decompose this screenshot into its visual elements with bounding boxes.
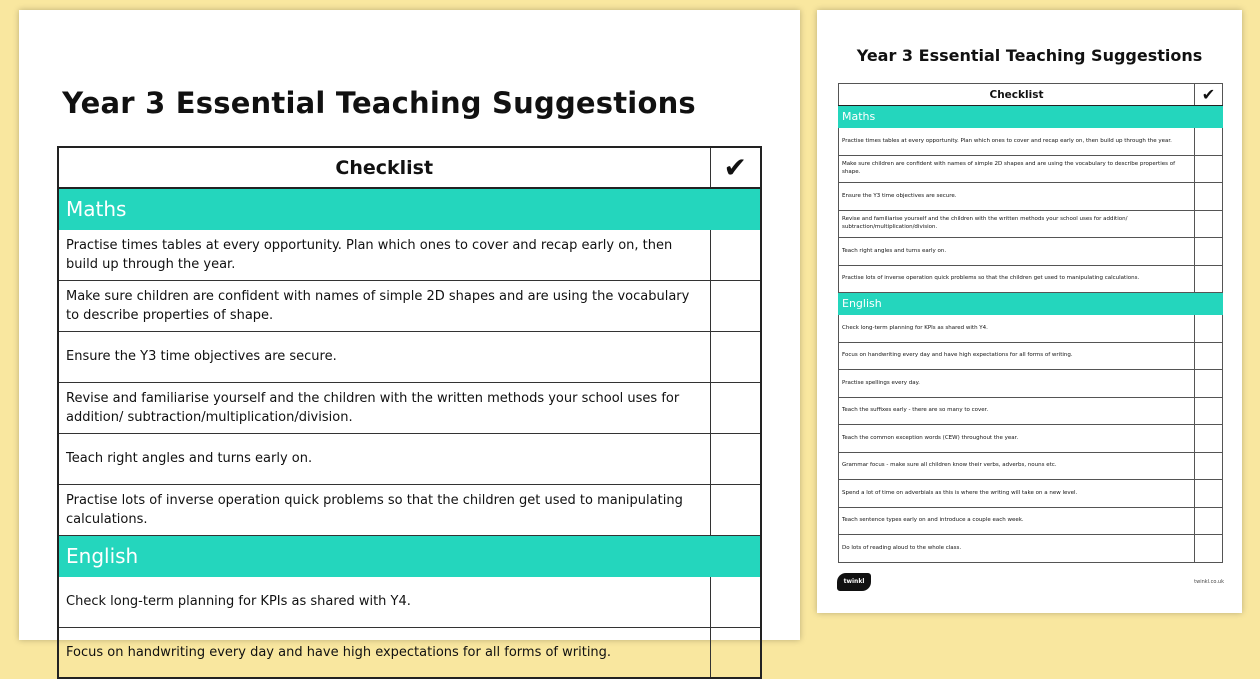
checkbox-cell[interactable] [1195, 535, 1223, 563]
section-header-maths [58, 188, 761, 229]
checklist-item-text: Revise and familiarise yourself and the children with the written methods your school uses for addition/ subtraction/multiplication/division. [58, 382, 710, 433]
checklist-item-text: Teach right angles and turns early on. [839, 238, 1195, 266]
checkbox-cell[interactable] [1195, 238, 1223, 266]
page-title: Year 3 Essential Teaching Suggestions [62, 86, 696, 120]
checkbox-cell[interactable] [1195, 128, 1223, 156]
section-header-maths [839, 106, 1223, 128]
checkbox-cell[interactable] [1195, 155, 1223, 183]
section-title: English [58, 535, 761, 576]
checkbox-cell[interactable] [1195, 452, 1223, 480]
checklist-item-text: Make sure children are confident with names of simple 2D shapes and are using the vocabulary to describe properties of shape. [58, 280, 710, 331]
table-row [839, 507, 1223, 535]
checkbox-cell[interactable] [1195, 183, 1223, 211]
table-row [58, 229, 761, 280]
checklist-item-text: Teach sentence types early on and introduce a couple each week. [839, 507, 1195, 535]
checklist-item-text: Ensure the Y3 time objectives are secure. [58, 331, 710, 382]
section-title: English [839, 293, 1223, 315]
section-header-english [839, 293, 1223, 315]
checkmark-icon: ✔ [710, 147, 761, 188]
checkbox-cell[interactable] [1195, 370, 1223, 398]
table-row [839, 128, 1223, 156]
table-row [839, 535, 1223, 563]
checklist-item-text: Practise times tables at every opportunity. Plan which ones to cover and recap early on, then build up through the year. [839, 128, 1195, 156]
document-page-small [817, 10, 1242, 613]
table-row [839, 370, 1223, 398]
checklist-item-text: Teach right angles and turns early on. [58, 433, 710, 484]
checklist-item-text: Revise and familiarise yourself and the children with the written methods your school uses for addition/ subtraction/multiplication/division. [839, 210, 1195, 238]
section-title: Maths [839, 106, 1223, 128]
checkbox-cell[interactable] [710, 280, 761, 331]
checklist-item-text: Grammar focus - make sure all children know their verbs, adverbs, nouns etc. [839, 452, 1195, 480]
table-row [839, 397, 1223, 425]
checkbox-cell[interactable] [710, 229, 761, 280]
checkbox-cell[interactable] [710, 433, 761, 484]
checklist-item-text: Practise lots of inverse operation quick problems so that the children get used to manipulating calculations. [58, 484, 710, 535]
checkbox-cell[interactable] [1195, 315, 1223, 343]
checklist-item-text: Ensure the Y3 time objectives are secure. [839, 183, 1195, 211]
page-title: Year 3 Essential Teaching Suggestions [856, 46, 1203, 65]
checkbox-cell[interactable] [1195, 507, 1223, 535]
table-row [839, 265, 1223, 293]
checklist-item-text: Focus on handwriting every day and have high expectations for all forms of writing. [839, 342, 1195, 370]
table-row [58, 576, 761, 627]
website-url: twinkl.co.uk [1194, 579, 1224, 585]
table-row [839, 155, 1223, 183]
checkbox-cell[interactable] [710, 382, 761, 433]
checklist-header: Checklist [839, 84, 1195, 106]
checklist-item-text: Teach the suffixes early - there are so many to cover. [839, 397, 1195, 425]
checklist-item-text: Check long-term planning for KPIs as shared with Y4. [839, 315, 1195, 343]
checkbox-cell[interactable] [1195, 265, 1223, 293]
checkbox-cell[interactable] [710, 576, 761, 627]
table-row [839, 315, 1223, 343]
checklist-table [838, 83, 1223, 563]
checkbox-cell[interactable] [1195, 480, 1223, 508]
checklist-item-text: Teach the common exception words (CEW) throughout the year. [839, 425, 1195, 453]
section-header-english [58, 535, 761, 576]
checklist-item-text: Do lots of reading aloud to the whole class. [839, 535, 1195, 563]
table-row [839, 342, 1223, 370]
checkmark-icon: ✔ [1195, 84, 1223, 106]
document-page-large [19, 10, 800, 660]
checklist-item-text: Practise times tables at every opportunity. Plan which ones to cover and recap early on, then build up through the year. [58, 229, 710, 280]
checkbox-cell[interactable] [1195, 210, 1223, 238]
checklist-item-text: Spend a lot of time on adverbials as this is where the writing will take on a new level. [839, 480, 1195, 508]
table-row [58, 280, 761, 331]
checklist-header-row [58, 147, 761, 188]
checklist-table [57, 146, 762, 679]
checkbox-cell[interactable] [1195, 425, 1223, 453]
checkbox-cell[interactable] [710, 331, 761, 382]
table-row [839, 210, 1223, 238]
checkbox-cell[interactable] [1195, 397, 1223, 425]
table-row [58, 433, 761, 484]
table-row [839, 238, 1223, 266]
table-row [839, 183, 1223, 211]
table-row [58, 382, 761, 433]
table-row [58, 331, 761, 382]
table-row [839, 425, 1223, 453]
table-row [839, 452, 1223, 480]
checklist-item-text: Focus on handwriting every day and have high expectations for all forms of writing. [58, 627, 710, 678]
checklist-item-text: Check long-term planning for KPIs as shared with Y4. [58, 576, 710, 627]
checkbox-cell[interactable] [710, 627, 761, 678]
table-row [839, 480, 1223, 508]
checkbox-cell[interactable] [710, 484, 761, 535]
table-row [58, 627, 761, 678]
checklist-item-text: Practise lots of inverse operation quick problems so that the children get used to manipulating calculations. [839, 265, 1195, 293]
checklist-header-row [839, 84, 1223, 106]
section-title: Maths [58, 188, 761, 229]
checkbox-cell[interactable] [1195, 342, 1223, 370]
table-row [58, 484, 761, 535]
brand-logo: twinkl [837, 573, 871, 591]
checklist-item-text: Practise spellings every day. [839, 370, 1195, 398]
checklist-header: Checklist [58, 147, 710, 188]
checklist-item-text: Make sure children are confident with names of simple 2D shapes and are using the vocabulary to describe properties of shape. [839, 155, 1195, 183]
